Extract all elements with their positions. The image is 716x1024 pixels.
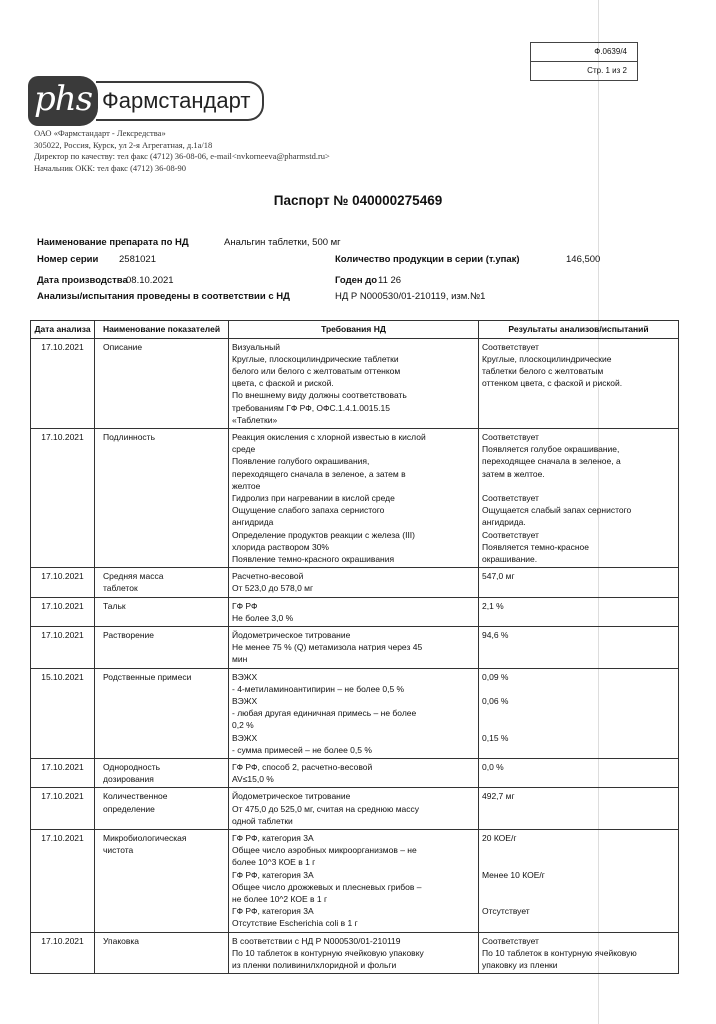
analysis-date: 17.10.2021 xyxy=(31,626,95,668)
requirement xyxy=(229,428,479,567)
cell-line: 20 КОЕ/г xyxy=(482,833,517,844)
cell-line: одной таблетки xyxy=(232,815,293,826)
cell-line xyxy=(482,917,675,929)
requirement xyxy=(229,932,479,974)
page-counter: Стр. 1 из 2 xyxy=(531,61,637,80)
cell-line: Количественное xyxy=(103,791,168,802)
requirement xyxy=(229,668,479,758)
analysis-date: 17.10.2021 xyxy=(31,932,95,974)
cell-line xyxy=(482,893,675,905)
header-indicator: Наименование показателей xyxy=(95,321,229,339)
production-date-value: 08.10.2021 xyxy=(126,275,174,286)
cell-line: Соответствует xyxy=(482,341,539,352)
cell-line: 0,2 % xyxy=(232,720,254,731)
result xyxy=(479,830,679,933)
form-code: Ф.0639/4 xyxy=(594,47,627,56)
requirement xyxy=(229,759,479,788)
analysis-date: 17.10.2021 xyxy=(31,788,95,830)
page-title: Паспорт № 040000275469 xyxy=(273,193,443,208)
result xyxy=(479,788,679,830)
analysis-table xyxy=(30,320,679,974)
production-date-label: Дата производства xyxy=(37,275,128,286)
cell-line: По внешнему виду должны соответствовать xyxy=(232,390,407,401)
cell-line: окрашивание. xyxy=(482,553,538,564)
requirement xyxy=(229,788,479,830)
cell-line: Отсутствие Escherichia coli в 1 г xyxy=(232,918,358,929)
cell-line xyxy=(482,707,675,719)
requirement xyxy=(229,830,479,933)
cell-line: Гидролиз при нагревании в кислой среде xyxy=(232,492,395,503)
cell-line: ГФ РФ, категория 3А xyxy=(232,906,314,917)
cell-line: Соответствует xyxy=(482,529,539,540)
cell-line: 547,0 мг xyxy=(482,571,515,582)
cell-line: - любая другая единичная примесь – не более xyxy=(232,708,417,719)
drug-name-row xyxy=(37,237,189,248)
indicator-name xyxy=(95,597,229,626)
form-number-box xyxy=(530,42,638,81)
cell-line: переходящее сначала в зеленое, а xyxy=(482,456,621,467)
cell-line: Йодометрическое титрование xyxy=(232,791,351,802)
table-row xyxy=(31,932,679,974)
cell-line: - 4-метиламиноантипирин – не более 0,5 % xyxy=(232,683,405,694)
cell-line: не более 10^2 КОЕ в 1 г xyxy=(232,894,328,905)
header-requirements: Требования НД xyxy=(229,321,479,339)
standard-label: Анализы/испытания проведены в соответствии с НД xyxy=(37,291,290,302)
cell-line: Расчетно-весовой xyxy=(232,571,304,582)
series-label: Номер серии xyxy=(37,254,99,265)
table-row xyxy=(31,568,679,597)
requirement xyxy=(229,626,479,668)
drug-name-label: Наименование препарата по НД xyxy=(37,237,189,248)
cell-line: 0,06 % xyxy=(482,695,509,706)
cell-line: Появление темно-красного окрашивания xyxy=(232,553,395,564)
cell-line: более 10^3 КОЕ в 1 г xyxy=(232,857,316,868)
cell-line: 0,09 % xyxy=(482,671,509,682)
analysis-date: 15.10.2021 xyxy=(31,668,95,758)
cell-line: ангидрида. xyxy=(482,517,526,528)
analysis-date: 17.10.2021 xyxy=(31,338,95,428)
cell-line: Визуальный xyxy=(232,341,281,352)
cell-line: затем в желтое. xyxy=(482,468,545,479)
indicator-name xyxy=(95,338,229,428)
table-row xyxy=(31,626,679,668)
cell-line: Йодометрическое титрование xyxy=(232,629,351,640)
valid-until-value: 11 26 xyxy=(378,275,402,286)
table-row xyxy=(31,428,679,567)
cell-line: ВЭЖХ xyxy=(232,732,258,743)
result xyxy=(479,626,679,668)
cell-line: - сумма примесей – не более 0,5 % xyxy=(232,744,372,755)
cell-line: AV≤15,0 % xyxy=(232,774,274,785)
table-body xyxy=(31,338,679,974)
cell-line: ГФ РФ, способ 2, расчетно-весовой xyxy=(232,762,373,772)
cell-line: переходящего сначала в зеленое, а затем в xyxy=(232,468,406,479)
cell-line: Однородность xyxy=(103,762,161,772)
cell-line: ГФ РФ, категория 3А xyxy=(232,833,314,844)
cell-line: Круглые, плоскоцилиндрические xyxy=(482,353,612,364)
cell-line: 0,0 % xyxy=(482,762,504,772)
cell-line: таблеток xyxy=(103,583,138,594)
cell-line: Появляется голубое окрашивание, xyxy=(482,444,620,455)
cell-line: Ощущение слабого запаха сернистого xyxy=(232,505,385,516)
company-line: 305022, Россия, Курск, ул 2-я Агрегатная, д.1а/18 xyxy=(34,139,213,150)
result xyxy=(479,668,679,758)
cell-line: цвета, с фаской и риской. xyxy=(232,378,334,389)
quantity-value: 146,500 xyxy=(566,254,601,265)
cell-line: Микробиологическая xyxy=(103,833,187,844)
cell-line: Общее число аэробных микроорганизмов – не xyxy=(232,845,417,856)
cell-line: Определение продуктов реакции с железа (III) xyxy=(232,529,416,540)
table-row xyxy=(31,759,679,788)
indicator-name xyxy=(95,626,229,668)
company-logo xyxy=(28,76,264,126)
result xyxy=(479,338,679,428)
company-details xyxy=(34,128,330,174)
cell-line: Родственные примеси xyxy=(103,671,192,682)
cell-line: белого или белого с желтоватым оттенком xyxy=(232,365,401,376)
analysis-date: 17.10.2021 xyxy=(31,597,95,626)
header-results: Результаты анализов/испытаний xyxy=(479,321,679,339)
cell-line: Общее число дрожжевых и плесневых грибов – xyxy=(232,881,422,892)
cell-line: От 523,0 до 578,0 мг xyxy=(232,583,314,594)
result xyxy=(479,428,679,567)
indicator-name xyxy=(95,428,229,567)
table-header-row xyxy=(31,321,679,339)
indicator-name xyxy=(95,932,229,974)
cell-line: Менее 10 КОЕ/г xyxy=(482,869,545,880)
company-line: Директор по качеству: тел факс (4712) 36-08-06, e-mail<nvkorneeva@pharmstd.ru> xyxy=(34,151,330,161)
cell-line: ВЭЖХ xyxy=(232,671,258,682)
cell-line: ГФ РФ, категория 3А xyxy=(232,869,314,880)
cell-line: ВЭЖХ xyxy=(232,695,258,706)
indicator-name xyxy=(95,759,229,788)
cell-line: дозирования xyxy=(103,774,154,785)
company-line: Начальник ОКК: тел факс (4712) 36-08-90 xyxy=(34,162,187,173)
result xyxy=(479,932,679,974)
cell-line: Описание xyxy=(103,341,143,352)
logo-mark: phs xyxy=(28,76,98,126)
cell-line: требованиям ГФ РФ, ОФС.1.4.1.0015.15 xyxy=(232,402,390,413)
result xyxy=(479,597,679,626)
table-row xyxy=(31,788,679,830)
cell-line: из пленки поливинилхлоридной и фольги xyxy=(232,960,397,971)
indicator-name xyxy=(95,568,229,597)
table-row xyxy=(31,597,679,626)
cell-line: чистота xyxy=(103,845,134,856)
cell-line: таблетки белого с желтоватым xyxy=(482,365,604,376)
cell-line xyxy=(482,881,675,893)
cell-line: Реакция окисления с хлорной известью в кислой xyxy=(232,431,426,442)
cell-line: Тальк xyxy=(103,600,126,611)
cell-line: 492,7 мг xyxy=(482,791,515,802)
table-row xyxy=(31,830,679,933)
company-line: ОАО «Фармстандарт - Лексредства» xyxy=(34,128,166,138)
cell-line: определение xyxy=(103,803,155,814)
cell-line: ГФ РФ xyxy=(232,600,258,611)
cell-line: Соответствует xyxy=(482,431,539,442)
cell-line: Ощущается слабый запах сернистого xyxy=(482,505,632,516)
indicator-name xyxy=(95,830,229,933)
cell-line: Соответствует xyxy=(482,492,539,503)
drug-name-value: Анальгин таблетки, 500 мг xyxy=(224,237,341,248)
cell-line: Круглые, плоскоцилиндрические таблетки xyxy=(232,353,399,364)
cell-line: Средняя масса xyxy=(103,571,164,582)
cell-line: В соответствии с НД Р N000530/01-210119 xyxy=(232,935,401,946)
analysis-date: 17.10.2021 xyxy=(31,568,95,597)
cell-line: оттенком цвета, с фаской и риской. xyxy=(482,378,623,389)
cell-line xyxy=(482,719,675,731)
cell-line: Не более 3,0 % xyxy=(232,612,294,623)
series-value: 2581021 xyxy=(119,254,156,265)
cell-line: Не менее 75 % (Q) метамизола натрия через 45 xyxy=(232,642,423,653)
logo-name: Фармстандарт xyxy=(96,81,264,121)
cell-line: хлорида раствором 30% xyxy=(232,541,329,552)
analysis-date: 17.10.2021 xyxy=(31,759,95,788)
cell-line: 2,1 % xyxy=(482,600,504,611)
cell-line: желтое xyxy=(232,480,261,491)
analysis-date: 17.10.2021 xyxy=(31,830,95,933)
cell-line: 94,6 % xyxy=(482,629,509,640)
cell-line: Отсутствует xyxy=(482,906,530,917)
cell-line xyxy=(482,683,675,695)
cell-line: Упаковка xyxy=(103,935,140,946)
cell-line: От 475,0 до 525,0 мг, считая на среднюю массу xyxy=(232,803,420,814)
cell-line: По 10 таблеток в контурную ячейковую xyxy=(482,947,637,958)
cell-line: «Таблетки» xyxy=(232,414,278,425)
indicator-name xyxy=(95,788,229,830)
cell-line xyxy=(482,844,675,856)
cell-line: упаковку из пленки xyxy=(482,960,558,971)
cell-line xyxy=(482,480,675,492)
cell-line xyxy=(482,744,675,756)
cell-line: мин xyxy=(232,654,248,665)
cell-line: 0,15 % xyxy=(482,732,509,743)
valid-until-label: Годен до xyxy=(335,275,378,286)
requirement xyxy=(229,568,479,597)
cell-line: Появляется темно-красное xyxy=(482,541,589,552)
cell-line xyxy=(482,856,675,868)
result xyxy=(479,759,679,788)
cell-line: среде xyxy=(232,444,256,455)
cell-line: ангидрида xyxy=(232,517,274,528)
cell-line: Подлинность xyxy=(103,431,156,442)
quantity-label: Количество продукции в серии (т.упак) xyxy=(335,254,520,265)
standard-value: НД Р N000530/01-210119, изм.№1 xyxy=(335,291,486,302)
requirement xyxy=(229,338,479,428)
table-row xyxy=(31,668,679,758)
cell-line: Появление голубого окрашивания, xyxy=(232,456,370,467)
cell-line: Соответствует xyxy=(482,935,539,946)
analysis-date: 17.10.2021 xyxy=(31,428,95,567)
requirement xyxy=(229,597,479,626)
result xyxy=(479,568,679,597)
header-date: Дата анализа xyxy=(31,321,95,339)
cell-line: Растворение xyxy=(103,629,155,640)
cell-line: По 10 таблеток в контурную ячейковую упаковку xyxy=(232,947,424,958)
indicator-name xyxy=(95,668,229,758)
table-row xyxy=(31,338,679,428)
